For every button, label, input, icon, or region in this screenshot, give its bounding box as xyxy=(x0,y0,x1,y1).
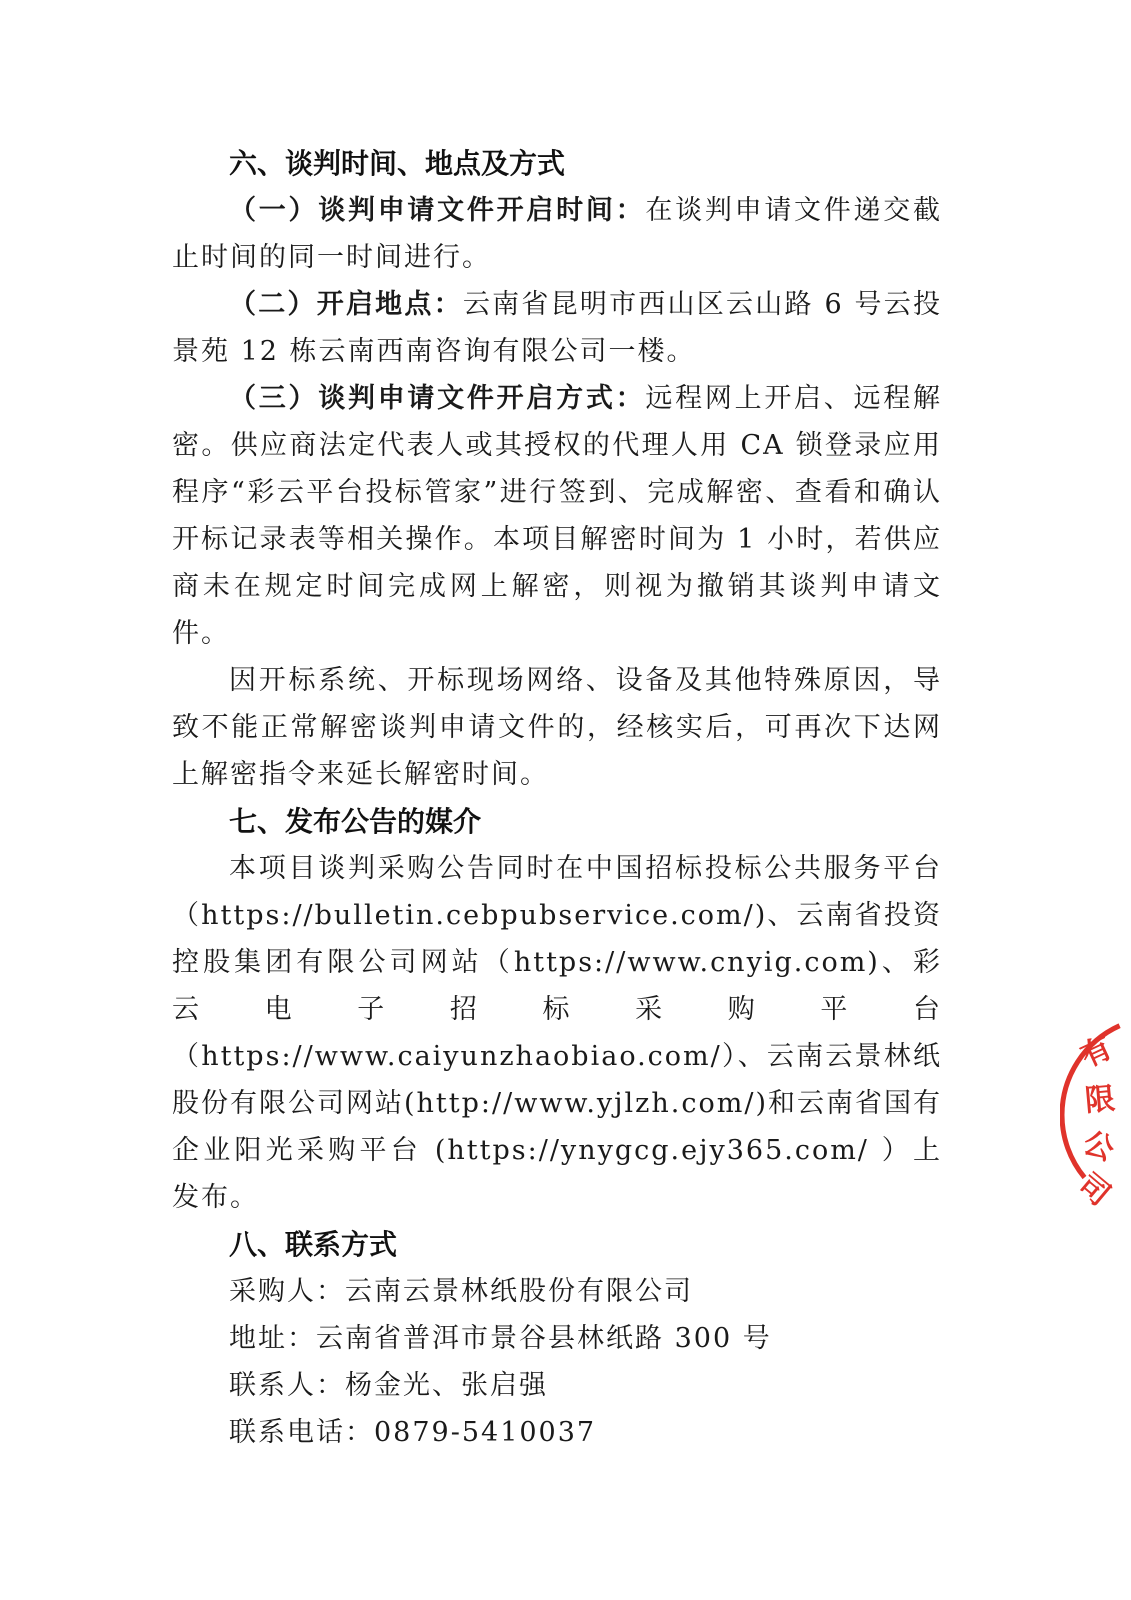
section-6-p1-text: 在谈判申请文件递交截止时间的同一时间进行。 xyxy=(172,195,943,273)
section-6-heading: 六、谈判时间、地点及方式 xyxy=(229,147,566,180)
section-6-paragraph-1 xyxy=(172,187,942,281)
document-body xyxy=(172,140,942,1456)
section-6-paragraph-4: 因开标系统、开标现场网络、设备及其他特殊原因，导致不能正常解密谈判申请文件的，经核实后，可再次下达网上解密指令来延长解密时间。 xyxy=(172,665,942,790)
section-8-heading: 八、联系方式 xyxy=(229,1228,398,1261)
company-seal-stamp xyxy=(1060,1005,1131,1225)
contact-address: 地址：云南省普洱市景谷县林纸路 300 号 xyxy=(229,1323,772,1354)
section-6-p3-lead: （三）谈判申请文件开启方式： xyxy=(229,383,646,414)
section-6-p2-text: 云南省昆明市西山区云山路 6 号云投景苑 12 栋云南西南咨询有限公司一楼。 xyxy=(172,289,943,367)
section-7-heading: 七、发布公告的媒介 xyxy=(229,805,482,838)
seal-char-3: 公 xyxy=(1078,1125,1119,1169)
section-6-p3-text: 远程网上开启、远程解密。供应商法定代表人或其授权的代理人用 CA 锁登录应用程序“彩云平台投标管家”进行签到、完成解密、查看和确认开标记录表等相关操作。本项目解密时间为 1 小时，若供应商未在规定时间完成网上解密，则视为撤销其谈判申请文件。 xyxy=(172,383,943,649)
seal-char-4: 司 xyxy=(1071,1166,1117,1214)
section-6-paragraph-2 xyxy=(172,281,942,375)
section-6-paragraph-3 xyxy=(172,375,942,657)
contact-purchaser: 采购人：云南云景林纸股份有限公司 xyxy=(229,1276,693,1307)
contact-phone: 联系电话：0879-5410037 xyxy=(229,1417,597,1448)
seal-char-1: 有 xyxy=(1075,1030,1118,1075)
contact-persons: 联系人：杨金光、张启强 xyxy=(229,1370,548,1401)
section-6-p2-lead: （二）开启地点： xyxy=(229,289,463,320)
section-7-paragraph-1: 本项目谈判采购公告同时在中国招标投标公共服务平台（https://bulletin.cebpubservice.com/)、云南省投资控股集团有限公司网站（https://www.cnyig.com)、彩云电子招标采购平台（https://www.caiyunzhaobiao.com/）、云南云景林纸股份有限公司网站(http://www.yjlzh.com/)和云南省国有企业阳光采购平台 (https://ynygcg.ejy365.com/ ）上发布。 xyxy=(172,853,942,1213)
seal-char-2: 限 xyxy=(1083,1081,1117,1119)
section-6-p1-lead: （一）谈判申请文件开启时间： xyxy=(229,195,646,226)
